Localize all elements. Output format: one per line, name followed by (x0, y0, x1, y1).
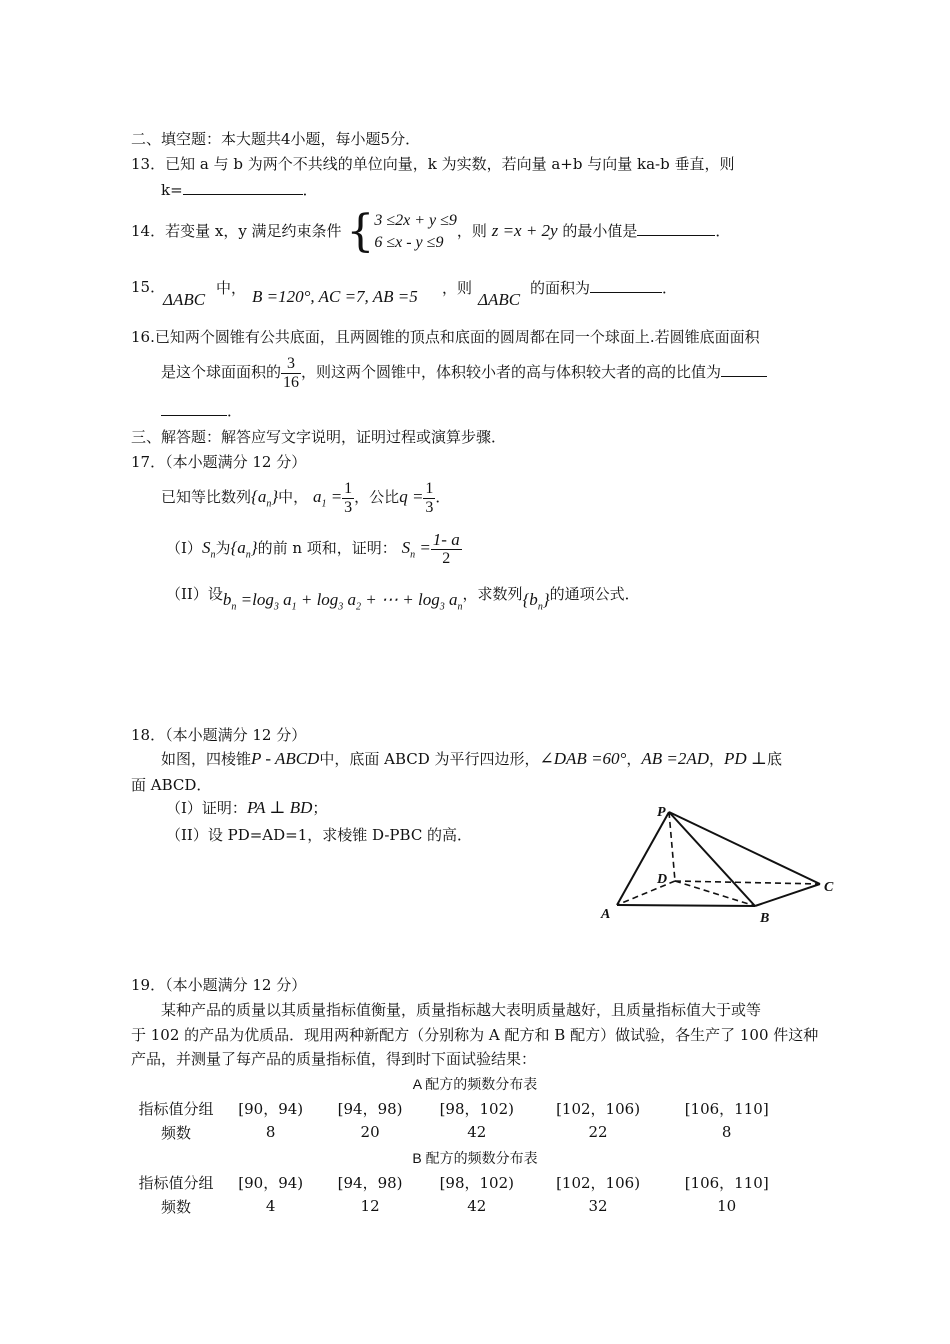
edge-pc (669, 812, 820, 884)
group-cell: [102，106) (556, 1099, 641, 1118)
table-a (131, 1096, 791, 1144)
q18-line2: 面 ABCD． (131, 776, 212, 794)
q14-answer-blank[interactable] (637, 221, 715, 236)
table-row (131, 1194, 791, 1218)
group-cell: [102，106) (556, 1173, 641, 1192)
q16-line3: ． (161, 401, 242, 421)
edge-bc (755, 884, 820, 906)
q17-part1: $(I)S_n$为$\{a_n\}$的前 n 项和，证明： $S_n$ = $\frac{1- a}{2}$ (166, 529, 460, 567)
q14-constraints: 3 ≤2x + y ≤9 6 ≤x - y ≤9 (374, 212, 457, 251)
freq-cell: 10 (717, 1197, 737, 1215)
q15-tail: 的面积为 ． (530, 279, 678, 297)
q13-line1: 13．已知 a 与 b 为两个不共线的单位向量，k 为实数，若向量 a+b 与向量 ka-b 垂直，则 (131, 155, 735, 173)
table-b-caption: B 配方的频数分布表 (412, 1150, 538, 1166)
q16-fraction: $\frac{3}{16}$ (283, 354, 300, 391)
freq-cell: 8 (721, 1123, 732, 1141)
row-label: 频数 (160, 1197, 191, 1216)
q15-zhong: 中， (216, 279, 247, 297)
q16-line2: 是这个球面面积的 $\frac{3}{16}$ ，则这两个圆锥中，体积较小者的高与体积较大者的高的比值为 (161, 351, 767, 393)
q13-line2: k= ． (161, 181, 318, 199)
freq-cell: 42 (467, 1123, 487, 1141)
q13-answer-blank[interactable] (183, 180, 303, 195)
q17-title: 17．（本小题满分 12 分） (131, 453, 307, 471)
left-brace: { (346, 206, 375, 257)
freq-cell: 32 (588, 1197, 608, 1215)
edge-dc (675, 881, 820, 884)
q16-answer-blank-2[interactable] (161, 401, 227, 416)
q18-line1: 如图，四棱锥P - ABCD中，底面 ABCD 为平行四边形，∠DAB =60°，AB =2AD，PD ⊥底 (161, 749, 782, 768)
freq-cell: 42 (467, 1197, 487, 1215)
table-row (131, 1120, 791, 1144)
table-a-caption: A 配方的频数分布表 (412, 1076, 538, 1092)
q19-line1: 某种产品的质量以其质量指标值衡量，质量指标越大表明质量越好，且质量指标值大于或等 (161, 1001, 762, 1019)
group-cell: [106，110] (684, 1173, 769, 1192)
freq-cell: 22 (588, 1123, 608, 1141)
q18-title: 18．（本小题满分 12 分） (131, 726, 307, 744)
group-cell: [106，110] (684, 1099, 769, 1118)
freq-cell: 20 (360, 1123, 380, 1141)
label-c: C (824, 880, 834, 895)
edge-pa (617, 812, 669, 905)
q14-objective: z =x + 2y (491, 221, 558, 240)
q15-conditions: B =120°, AC =7, AB =5 (252, 287, 418, 306)
q19-line2: 于 102 的产品为优质品．现用两种新配方（分别称为 A 配方和 B 配方）做试验，各生产了 100 件这种 (131, 1026, 819, 1044)
group-cell: [94，98) (337, 1173, 403, 1192)
table-row (131, 1096, 791, 1120)
group-cell: [98，102) (439, 1173, 514, 1192)
sn-fraction: $\frac{1- a}{2}$ (432, 529, 460, 567)
q15-ze: ，则 (442, 279, 473, 297)
freq-cell: 12 (360, 1197, 380, 1215)
group-cell: [94，98) (337, 1099, 403, 1118)
table-b (131, 1170, 791, 1218)
group-cell: [90，94) (238, 1173, 304, 1192)
label-d: D (657, 872, 668, 887)
row-label: 指标值分组 (138, 1099, 214, 1118)
q16-answer-blank-1[interactable] (721, 362, 767, 377)
label-b: B (760, 911, 770, 923)
table-row (131, 1170, 791, 1194)
q15-triangle-2: ΔABC (478, 290, 521, 309)
edge-pb (669, 812, 755, 906)
edge-pd (669, 812, 675, 881)
row-label: 频数 (160, 1123, 191, 1142)
q15-triangle-1: ΔABC (163, 290, 206, 309)
q19-title: 19．（本小题满分 12 分） (131, 976, 307, 994)
q15-answer-blank[interactable] (590, 278, 662, 293)
q18-part2: （II）设 PD=AD=1，求棱锥 D-PBC 的高． (166, 826, 473, 844)
q14: 14．若变量 x，y 满足约束条件 { 3 ≤2x + y ≤9 6 ≤x - y ≤9 ，则 z =x + 2y 的最小值是 ． (131, 206, 731, 257)
q16-line1: 16.已知两个圆锥有公共底面，且两圆锥的顶点和底面的圆周都在同一个球面上.若圆锥底面面积 (131, 328, 760, 346)
q15-num: 15． (131, 278, 166, 296)
q17-statement: 已知等比数列$\{a_n\}$中， $a_1$ = $\frac{1}{3}$ ，公比q = $\frac{1}{3}$ ． (161, 479, 451, 516)
freq-cell: 8 (265, 1123, 276, 1141)
group-cell: [98，102) (439, 1099, 514, 1118)
q17-part2: （II）设$b_n =\log_3$ $a_1 + \log_3 a_2$ + ⋯ + $\log_3 a_n$，求数列$\{b_n\}$的通项公式． (166, 585, 640, 613)
edge-ab (617, 905, 755, 906)
group-cell: [90，94) (238, 1099, 304, 1118)
q19-line3: 产品，并测量了每产品的质量指标值，得到时下面试验结果： (131, 1050, 537, 1068)
q18-part1: （I）证明：PA ⊥ BD； (166, 798, 328, 817)
label-a: A (601, 907, 611, 922)
row-label: 指标值分组 (138, 1173, 214, 1192)
bn-formula: $b_n =\log_3$ $a_1 + \log_3 a_2$ + ⋯ + $\log_3 a_n$ (222, 590, 463, 613)
a1-fraction: $\frac{1}{3}$ (344, 479, 353, 516)
section2-heading: 二、填空题：本大题共4小题，每小题5分． (131, 130, 421, 148)
label-p: P (657, 805, 666, 820)
q-fraction: $\frac{1}{3}$ (425, 479, 434, 516)
freq-cell: 4 (265, 1197, 276, 1215)
section3-heading: 三、解答题：解答应写文字说明，证明过程或演算步骤． (131, 428, 507, 446)
pyramid-figure (595, 798, 845, 923)
